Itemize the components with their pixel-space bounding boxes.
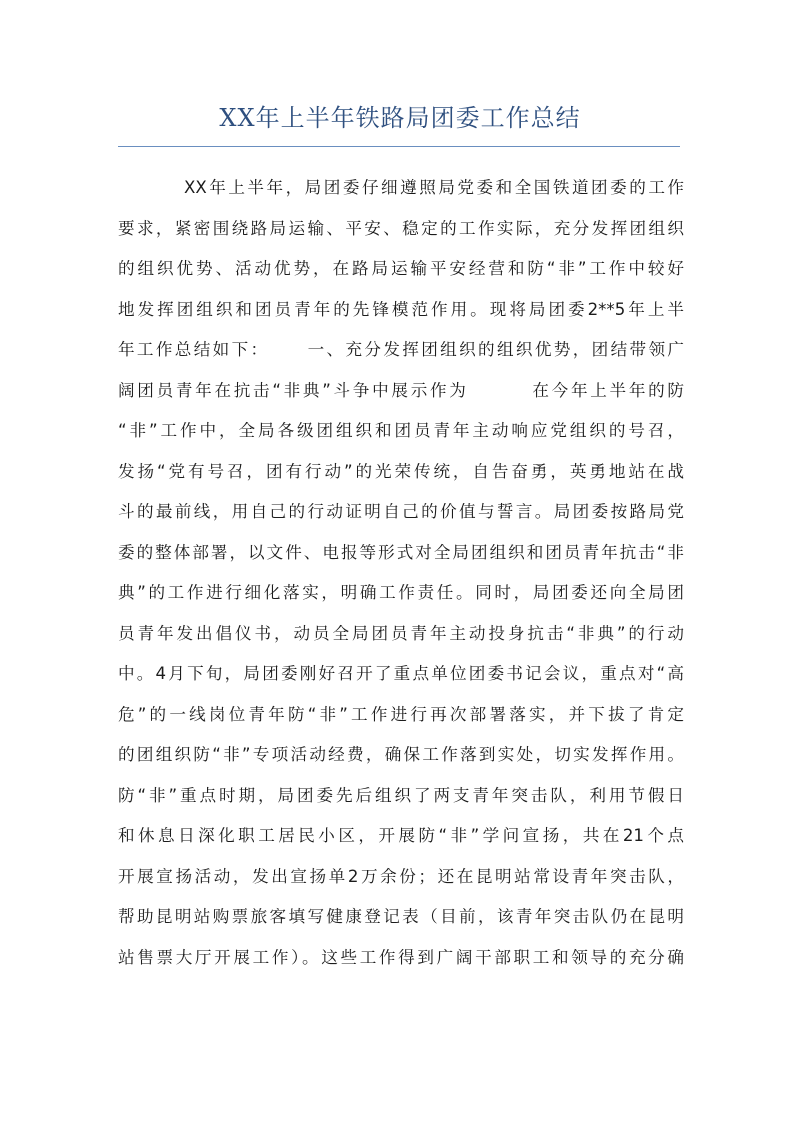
body-line: 防“非”重点时期，局团委先后组织了两支青年突击队，利用节假日 [118, 785, 684, 805]
body-line: 阔团员青年在抗击“非典”斗争中展示作为 在今年上半年的防 [118, 380, 684, 400]
body-line: 委的整体部署，以文件、电报等形式对全局团组织和团员青年抗击“非 [118, 542, 684, 562]
body-line: 站售票大厅开展工作）。这些工作得到广阔干部职工和领导的充分确 [118, 947, 684, 967]
body-line: 要求，紧密围绕路局运输、平安、稳定的工作实际，充分发挥团组织 [118, 218, 684, 238]
body-line: 危”的一线岗位青年防“非”工作进行再次部署落实，并下拔了肯定 [118, 704, 684, 724]
body-line: 发扬“党有号召，团有行动”的光荣传统，自告奋勇，英勇地站在战 [118, 461, 684, 481]
title-divider [118, 146, 680, 147]
body-line: 的团组织防“非”专项活动经费，确保工作落到实处，切实发挥作用。 [118, 745, 684, 764]
body-line: 中。4月下旬，局团委刚好召开了重点单位团委书记会议，重点对“高 [118, 664, 684, 683]
body-line: XX年上半年，局团委仔细遵照局党委和全国铁道团委的工作 [184, 178, 684, 197]
body-line: 员青年发出倡仪书，动员全局团员青年主动投身抗击“非典”的行动 [118, 623, 684, 643]
body-line: 斗的最前线，用自己的行动证明自己的价值与誓言。局团委按路局党 [118, 502, 684, 521]
document-title: XX年上半年铁路局团委工作总结 [219, 104, 581, 132]
body-line: 帮助昆明站购票旅客填写健康登记表（目前，该青年突击队仍在昆明 [118, 907, 684, 926]
body-line: 和休息日深化职工居民小区，开展防“非”学问宣扬，共在21个点 [118, 826, 684, 845]
body-line: “非”工作中，全局各级团组织和团员青年主动响应党组织的号召， [118, 421, 684, 440]
document-body [118, 168, 684, 978]
body-line: 的组织优势、活动优势，在路局运输平安经营和防“非”工作中较好 [118, 259, 684, 278]
body-line: 年工作总结如下： 一、充分发挥团组织的组织优势，团结带领广 [118, 340, 684, 359]
body-line: 地发挥团组织和团员青年的先锋模范作用。现将局团委2**5年上半 [118, 299, 684, 319]
body-line: 开展宣扬活动，发出宣扬单2万余份；还在昆明站常设青年突击队， [118, 866, 684, 886]
body-line: 典”的工作进行细化落实，明确工作责任。同时，局团委还向全局团 [118, 583, 684, 602]
